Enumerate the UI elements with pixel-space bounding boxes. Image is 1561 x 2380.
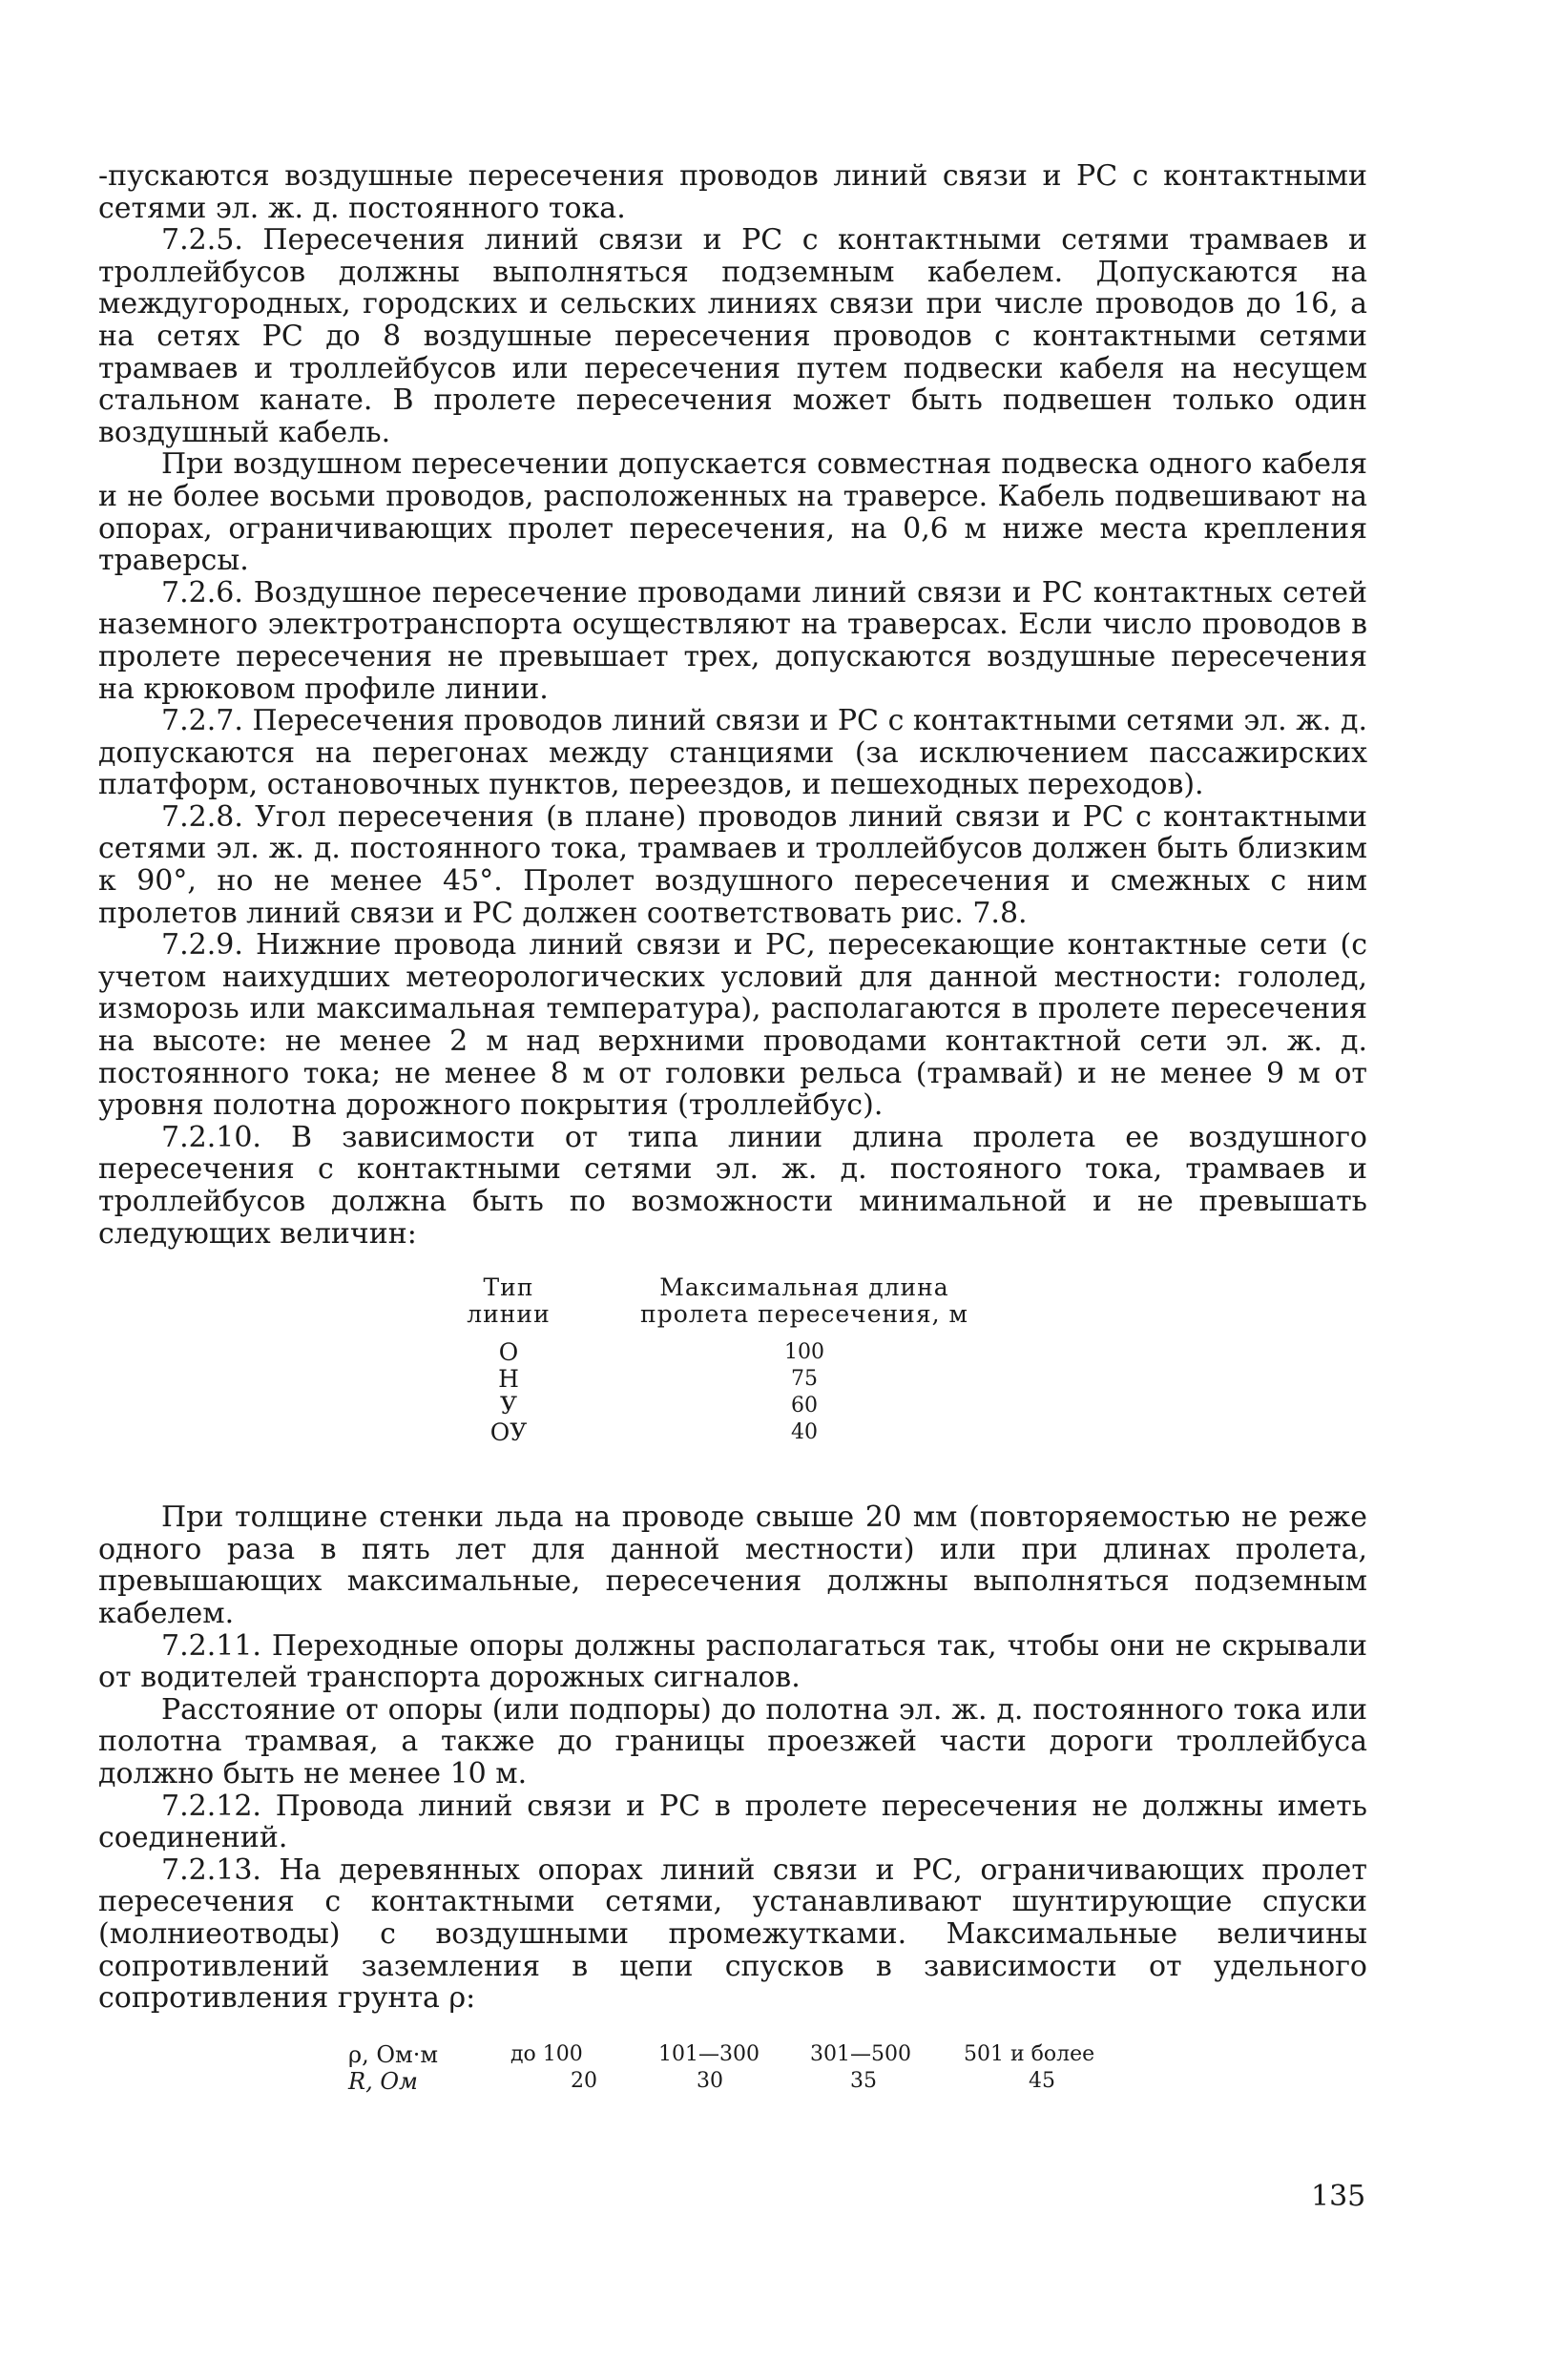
r-value: 20 [571,2068,597,2093]
line-type-cell: ОУ [489,1418,528,1447]
rho-row [98,2041,1367,2068]
line-type-cells [451,1339,566,1446]
r-row [98,2068,1367,2095]
rho-value: 101—300 [658,2041,760,2066]
rho-value: 301—500 [810,2041,911,2066]
paragraph: При воздушном пересечении допускается совместная подвеска одного кабеля и не более восьми проводов, расположенных на траверсе. Кабель подвешивают на опорах, ограничивающих пролет пересечения, на 0,6 м ниже места крепления траверсы. [98,447,1367,578]
line-type-header-line2: линии [467,1300,551,1329]
paragraph: 7.2.11. Переходные опоры должны располагаться так, чтобы они не скрывали от водителей транспорта дорожных сигналов. [98,1628,1367,1695]
max-length-cells [637,1339,971,1446]
rho-value: до 100 [510,2041,583,2066]
page-number: 135 [1311,2180,1366,2213]
resistance-table [98,2041,1367,2099]
max-length-cell: 60 [791,1394,818,1418]
max-length-header [637,1274,971,1328]
r-value: 35 [850,2068,877,2093]
paragraph: 7.2.5. Пересечения линий связи и РС с контактными сетями трамваев и троллейбусов должны выполняться подземным кабелем. Допускаются на междугородных, городских и сельских линиях связи при числе проводов до 16, а на сетях РС до 8 воздушные пересечения проводов с контактными сетями трамваев и троллейбусов или пересечения путем подвески кабеля на несущем стальном канате. В пролете пересечения может быть подвешен только один воздушный кабель. [98,223,1367,449]
r-value: 30 [697,2068,723,2093]
line-type-column [451,1274,566,1446]
span-length-table [98,1274,1367,1461]
line-type-cell: Н [498,1365,519,1394]
paragraph: 7.2.10. В зависимости от типа линии длина пролета ее воздушного пересечения с контактными сетями эл. ж. д. постояного тока, трамваев и троллейбусов должна быть по возможности минимальной и не превышать следующих величин: [98,1120,1367,1251]
paragraph: Расстояние от опоры (или подпоры) до полотна эл. ж. д. постоянного тока или полотна трамвая, а также до границы проезжей части дороги троллейбуса должно быть не менее 10 м. [98,1692,1367,1790]
paragraph: 7.2.12. Провода линий связи и РС в пролете пересечения не должны иметь соединений. [98,1789,1367,1855]
text-block-after-table [98,1501,1367,2015]
r-value: 45 [1029,2068,1055,2093]
text-block-before-table [98,160,1367,1250]
max-length-column [637,1274,971,1446]
line-type-cell: У [499,1392,518,1420]
max-length-cell: 75 [791,1367,818,1392]
rho-label: ρ, Ом·м [348,2040,439,2068]
paragraph: При толщине стенки льда на проводе свыше 20 мм (повторяемостью не реже одного раза в пять лет для данной местности) или при длинах пролета, превышающих максимальные, пересечения должны выполняться подземным кабелем. [98,1500,1367,1630]
line-type-cell: О [498,1338,519,1367]
max-length-cell: 40 [791,1420,818,1445]
page-body [98,160,1367,2099]
paragraph: 7.2.13. На деревянных опорах линий связи и РС, ограничивающих пролет пересечения с контактными сетями, устанавливают шунтирующие спуски (молниеотводы) с воздушными промежутками. Максимальные величины сопротивлений заземления в цепи спусков в зависимости от удельного сопротивления грунта ρ: [98,1852,1367,2016]
max-length-header-line1: Максимальная длина [659,1273,949,1302]
max-length-cell: 100 [784,1340,824,1365]
paragraph: 7.2.8. Угол пересечения (в плане) проводов линий связи и РС с контактными сетями эл. ж. д. постоянного тока, трамваев и троллейбусов должен быть близким к 90°, но не менее 45°. Пролет воздушного пересечения и смежных с ним пролетов линий связи и РС должен соответствовать рис. 7.8. [98,799,1367,930]
r-label: R, Ом [348,2067,418,2095]
rho-value: 501 и более [964,2041,1095,2066]
line-type-header-line1: Тип [483,1273,534,1302]
paragraph: 7.2.7. Пересечения проводов линий связи и РС с контактными сетями эл. ж. д. допускаются на перегонах между станциями (за исключением пассажирских платформ, остановочных пунктов, переездов, и пешеходных переходов). [98,704,1367,802]
paragraph: 7.2.9. Нижние провода линий связи и РС, пересекающие контактные сети (с учетом наихудших метеорологических условий для данной местности: гололед, изморозь или максимальная температура), располагаются в пролете пересечения на высоте: не менее 2 м над верхними проводами контактной сети эл. ж. д. постоянного тока; не менее 8 м от головки рельса (трамвай) и не менее 9 м от уровня полотна дорожного покрытия (троллейбус). [98,928,1367,1123]
max-length-header-line2: пролета пересечения, м [640,1300,968,1329]
paragraph: -пускаются воздушные пересечения проводов линий связи и РС с контактными сетями эл. ж. д. постоянного тока. [98,159,1367,225]
paragraph: 7.2.6. Воздушное пересечение проводами линий связи и РС контактных сетей наземного электротранспорта осуществляют на траверсах. Если число проводов в пролете пересечения не превышает трех, допускаются воздушные пересечения на крюковом профиле линии. [98,575,1367,706]
line-type-header [451,1274,566,1328]
